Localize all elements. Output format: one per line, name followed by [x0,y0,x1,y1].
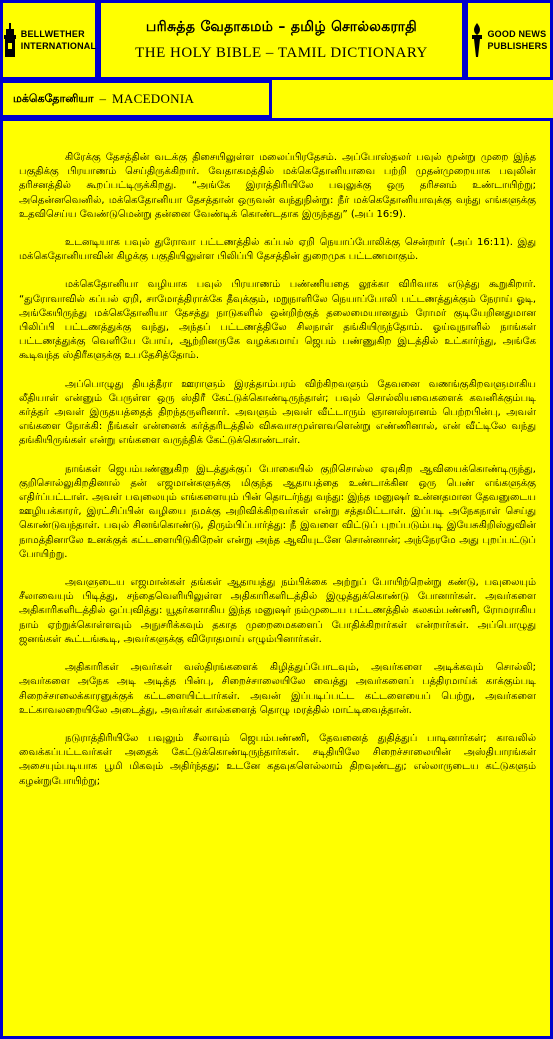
bellwether-logo-line-2: INTERNATIONAL [20,41,97,51]
paragraph-6: அவளுடைய எஜமான்கள் தங்கள் ஆதாயத்து நம்பிக்கை அற்றுப் போயிற்றென்று கண்டு, பவுலையும் சீலாவையும் பிடித்து, சந்தைவெளியிலுள்ள அதிகாரிகளிடத்தில் இழுத்துக்கொண்டு போனார்கள். அவர்களை அதிகாரிகளிடத்தில் ஒப்புவித்து: யூதர்களாகிய இந்த மனுஷர் நம்முடைய பட்டணத்தில் கலகம்பண்ணி, ரோமராகிய நாம் ஏற்றுக்கொள்ளவும் அநுசரிக்கவும் தகாத முறைமைகளைப் போதிக்கிறார்கள் என்றார்கள். அப்பொழுது ஜனங்கள் கூட்டங்கூடி, அவர்களுக்கு விரோதமாய் எழும்பினார்கள். [19,577,536,645]
good-news-logo-line-1: GOOD NEWS [487,29,547,39]
paragraph-7: அதிகாரிகள் அவர்கள் வஸ்திரங்களைக் கிழித்துப்போடவும், அவர்களை அடிக்கவும் சொல்லி; அவர்களை அநேக அடி அடித்த பின்பு, சிறைச்சாலையிலே வைத்து அவர்களைப் பத்திரமாய்க் காக்கும்படி சிறைச்சாலைக்காரனுக்குக் கட்டளையிட்டார்கள். அவன் இப்படிப்பட்ட கட்டளையைப் பெற்று, அவர்களை உட்காவலறையிலே அடைத்து, அவர்கள் கால்களைத் தொழு மரத்தில் மாட்டிவைத்தான். [19,662,536,716]
paragraph-4: அப்பொழுது தியத்தீரா ஊராளும் இரத்தாம்பரம் விற்கிறவளும் தேவனை வணங்குகிறவளுமாகிய லீதியாள் என்னும் பேருள்ள ஒரு ஸ்திரீ கேட்டுக்கொண்டிருந்தாள்; பவுல் சொல்லியவைகளைக் கவனிக்கும்படி கர்த்தர் அவள் இருதயத்தைத் திறந்தருளினார். அவளும் அவள் வீட்டாரும் ஞானஸ்நானம் பெற்றபின்பு, அவள் எங்களை நோக்கி: நீங்கள் என்னைக் கர்த்தரிடத்தில் விசுவாசமுள்ளவளென்று எண்ணினால், என் வீட்டிலே வந்து தங்கியிருங்கள் என்று எங்களை வருந்திக் கேட்டுக்கொண்டாள். [19,378,536,447]
bell-tower-icon [2,23,18,57]
good-news-logo-box [465,0,553,80]
bellwether-logo [2,23,96,57]
paragraph-2: உடனடியாக பவுல் துரோவா பட்டணத்தில் கப்பல் ஏறி நெயாப்போலிக்கு சென்றார் (அப் 16:11). இது மக்கெதோனியாவின் கிழக்கு பகுதியிலுள்ள பிலிப்பி தேசத்தின் துறைமுக பட்டணமாகும். [19,237,536,263]
good-news-logo [470,23,547,57]
subject-tamil: மக்கெதோனியா [13,91,94,105]
subject-english: MACEDONIA [112,91,195,106]
paragraph-8: நடுராத்திரியிலே பவுலும் சீலாவும் ஜெபம்பண்ணி, தேவனைத் துதித்துப் பாடினார்கள்; காவலில் வைக்கப்பட்டவர்கள் அதைக் கேட்டுக்கொண்டிருந்தார்கள். சடிதியிலே சிறைச்சாலையின் அஸ்திபாரங்கள் அசையும்படியாக பூமி மிகவும் அதிர்ந்தது; உடனே கதவுகளெல்லாம் திறவுண்டது; எல்லாருடைய கட்டுகளும் கழன்றுபோயிற்று; [19,732,536,787]
paragraph-3: மக்கெதோனியா வழியாக பவுல் பிரயாணம் பண்ணியதை லூக்கா விரிவாக எடுத்து கூறுகிறார். “துரோவாவில் கப்பல் ஏறி, சாமோத்திராக்கே தீவுக்கும், மறுநாளிலே நெயாப்போலி பட்டணத்துக்கும் நேராய் ஓடி, அங்கேயிருந்து மக்கெதோனியா தேசத்து நாடுகளில் ஒன்றிற்குத் தலைமையானதும் ரோமர் குடியேறினதுமான பிலிப்பி பட்டணத்துக்கு வந்து, அந்தப் பட்டணத்திலே சிலநாள் தங்கியிருந்தோம். ஓய்வுநாளில் நாங்கள் பட்டணத்துக்கு வெளியே போய், ஆற்றினருகே வழக்கமாய் ஜெபம் பண்ணுகிற இடத்தில் உட்கார்ந்து, அங்கே கூடிவந்த ஸ்திரீகளுக்கு உபதேசித்தோம். [19,279,536,362]
paragraph-1: கிரேக்கு தேசத்தின் வடக்கு திசையிலுள்ள மலைப்பிரதேசம். அப்போஸ்தலர் பவுல் மூன்று முறை இந்த பகுதிக்கு பிரயாணம் செய்திருக்கிறார். வேதாகமத்தில் மக்கெதோனியாவை பற்றி முதன்முறையாக பவுலின் தரிசனத்தில் கூறப்பட்டிருக்கிறது. “அங்கே இராத்திரியிலே பவுலுக்கு ஒரு தரிசனம் உண்டாயிற்று; அதென்னவெனில், மக்கெதோனியா தேசத்தான் ஒருவன் வந்துநின்று: நீர் மக்கெதோனியாவுக்கு வந்து எங்களுக்கு உதவிசெய்ய வேண்டுமென்று தன்னை வேண்டிக் கொண்டதாக இருந்தது” (அப் 16:9). [19,152,536,220]
entry-body [0,118,553,1039]
bellwether-logo-line-1: BELLWETHER [20,29,85,39]
paragraph-5: நாங்கள் ஜெபம்பண்ணுகிற இடத்துக்குப் போகையில் குறிசொல்ல ஏவுகிற ஆவியைக்கொண்டிருந்து, குறிசொல்லுகிறதினால் தன் எஜமான்களுக்கு மிகுந்த ஆதாயத்தை உண்டாக்கின ஒரு பெண் எங்களுக்கு எதிர்ப்பட்டாள். அவள் பவுலையும் எங்களையும் பின் தொடர்ந்து வந்து: இந்த மனுஷர் உன்னதமான தேவனுடைய ஊழியக்காரர், இரட்சிப்பின் வழியை நமக்கு அறிவிக்கிறவர்கள் என்று சத்தமிட்டாள். இப்படி அநேகநாள் செய்து கொண்டுவந்தாள். பவுல் சினங்கொண்டு, திரும்பிப்பார்த்து: நீ இவளை விட்டுப் புறப்படும்படி இயேசுகிறிஸ்துவின் நாமத்தினாலே உனக்குக் கட்டளையிடுகிறேன் என்று அந்த ஆவியுடனே சொன்னான்; அந்நேரமே அது புறப்பட்டுப் போயிற்று. [19,463,536,560]
title-english: THE HOLY BIBLE – TAMIL DICTIONARY [135,44,428,61]
subject-heading [0,80,272,118]
subject-separator: – [99,91,107,106]
good-news-logo-line-2: PUBLISHERS [487,41,548,51]
bellwether-logo-box [0,0,98,80]
title-tamil: பரிசுத்த வேதாகமம் – தமிழ் சொல்லகராதி [145,18,418,35]
title-box [98,0,465,80]
torch-icon [470,23,484,57]
